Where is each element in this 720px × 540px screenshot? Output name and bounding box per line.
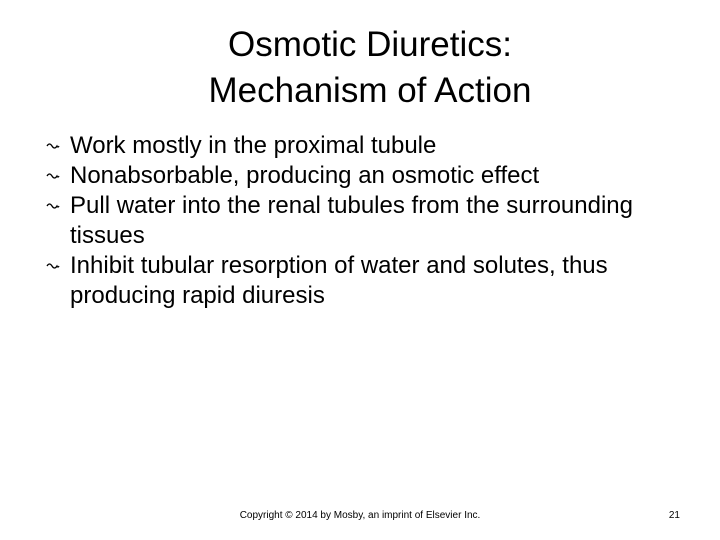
slide-title: [60, 22, 680, 114]
wave-bullet-icon: [44, 161, 62, 191]
wave-bullet-icon: [44, 131, 62, 161]
footer-copyright: Copyright © 2014 by Mosby, an imprint of Elsevier Inc.: [239, 510, 481, 521]
bullet-item: [0, 131, 690, 161]
slide-title-line-1: Osmotic Diuretics:: [228, 25, 512, 64]
bullet-text: Work mostly in the proximal tubule: [70, 132, 437, 159]
bullet-item: [0, 161, 690, 191]
bullet-text: Nonabsorbable, producing an osmotic effect: [70, 162, 540, 189]
bullet-text: Inhibit tubular resorption of water and solutes, thus producing rapid diuresis: [70, 252, 608, 309]
bullet-text: Pull water into the renal tubules from the surrounding tissues: [70, 192, 633, 249]
wave-bullet-icon: [44, 191, 62, 221]
bullet-list: [0, 131, 690, 311]
page-number: 21: [668, 510, 680, 521]
slide-title-line-2: Mechanism of Action: [208, 71, 532, 110]
bullet-item: [0, 251, 690, 311]
wave-bullet-icon: [44, 251, 62, 281]
bullet-item: [0, 191, 690, 251]
